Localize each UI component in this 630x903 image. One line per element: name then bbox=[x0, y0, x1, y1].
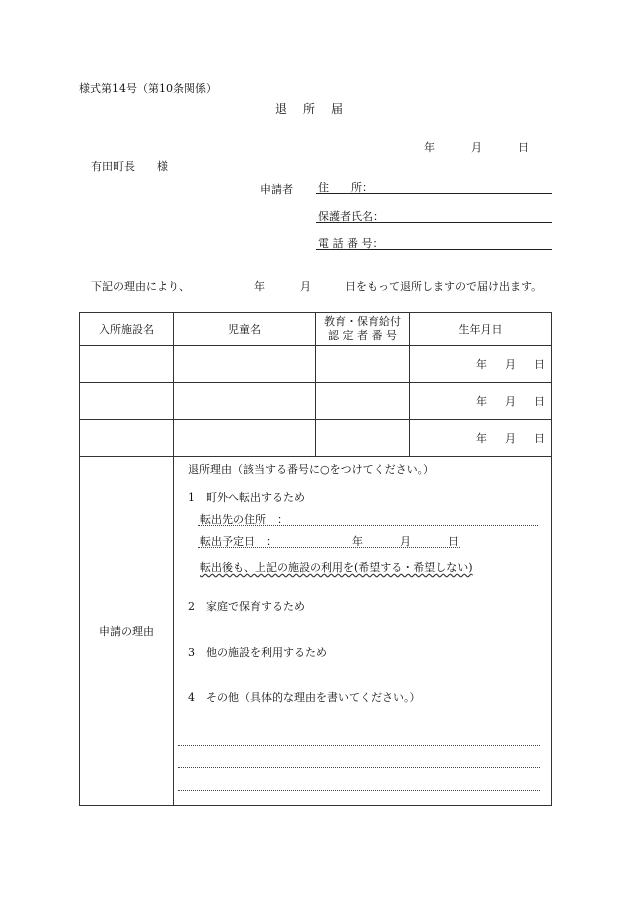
birth-year: 年 bbox=[476, 432, 487, 445]
reason-label: 申請の理由 bbox=[80, 457, 174, 806]
header-facility: 入所施設名 bbox=[80, 313, 174, 346]
other-reason-line-1[interactable] bbox=[178, 745, 540, 746]
option-2[interactable]: 2 家庭で保育するため bbox=[188, 600, 305, 613]
child-name-cell[interactable] bbox=[174, 420, 316, 457]
cert-number-cell[interactable] bbox=[316, 346, 410, 383]
birthdate-cell[interactable] bbox=[410, 420, 552, 457]
cert-number-cell[interactable] bbox=[316, 383, 410, 420]
phone-field[interactable] bbox=[316, 249, 552, 250]
header-child-name: 児童名 bbox=[174, 313, 316, 346]
facility-cell[interactable] bbox=[80, 346, 174, 383]
address-label: 住 所： bbox=[318, 181, 373, 194]
facility-cell[interactable] bbox=[80, 383, 174, 420]
birth-month: 月 bbox=[505, 358, 516, 371]
statement-prefix: 下記の理由により、 bbox=[91, 280, 190, 293]
other-reason-line-3[interactable] bbox=[178, 790, 540, 791]
table-row bbox=[80, 383, 552, 420]
addressee: 有田町長 様 bbox=[91, 160, 168, 173]
birth-month: 月 bbox=[505, 395, 516, 408]
continue-use-choice[interactable]: (希望する・希望しない) bbox=[354, 561, 473, 574]
table-row bbox=[80, 346, 552, 383]
birth-year: 年 bbox=[476, 358, 487, 371]
move-date-field[interactable] bbox=[198, 547, 460, 548]
header-cert-number bbox=[316, 313, 410, 346]
option-3[interactable]: 3 他の施設を利用するため bbox=[188, 646, 327, 659]
date-year: 年 bbox=[424, 141, 435, 154]
other-reason-line-2[interactable] bbox=[178, 767, 540, 768]
facility-cell[interactable] bbox=[80, 420, 174, 457]
birth-day: 日 bbox=[534, 432, 545, 445]
header-birthdate: 生年月日 bbox=[410, 313, 552, 346]
child-name-cell[interactable] bbox=[174, 346, 316, 383]
cert-number-cell[interactable] bbox=[316, 420, 410, 457]
phone-label: 電 話 番 号： bbox=[318, 237, 384, 250]
page-title: 退 所 届 bbox=[275, 102, 346, 116]
birth-month: 月 bbox=[505, 432, 516, 445]
move-month: 月 bbox=[400, 535, 411, 548]
reason-cell bbox=[174, 457, 552, 806]
birthdate-cell[interactable] bbox=[410, 383, 552, 420]
date-day: 日 bbox=[518, 141, 529, 154]
applicant-label: 申請者 bbox=[260, 183, 293, 196]
continue-use-text: 転出後も、上記の施設の利用を bbox=[200, 561, 354, 574]
table-header-row bbox=[80, 313, 552, 346]
withdrawal-table bbox=[79, 312, 552, 806]
reason-intro: 退所理由（該当する番号に○をつけてください。） bbox=[188, 463, 435, 476]
birth-day: 日 bbox=[534, 358, 545, 371]
form-reference: 様式第14号（第10条関係） bbox=[79, 82, 217, 95]
header-cert-line2: 認 定 者 番 号 bbox=[328, 329, 397, 342]
birth-day: 日 bbox=[534, 395, 545, 408]
destination-address-field[interactable] bbox=[198, 525, 538, 526]
option-1[interactable]: 1 町外へ転出するため bbox=[188, 491, 305, 504]
continue-use-line bbox=[200, 559, 473, 575]
birthdate-cell[interactable] bbox=[410, 346, 552, 383]
header-cert-line1: 教育・保育給付 bbox=[324, 315, 401, 328]
move-year: 年 bbox=[352, 535, 363, 548]
move-date-label: 転出予定日 ： bbox=[200, 535, 277, 548]
statement-month: 月 bbox=[300, 280, 311, 293]
guardian-name-label: 保護者氏名： bbox=[318, 210, 384, 223]
birth-year: 年 bbox=[476, 395, 487, 408]
reason-row bbox=[80, 457, 552, 806]
statement-year: 年 bbox=[254, 280, 265, 293]
table-row bbox=[80, 420, 552, 457]
destination-address-label: 転出先の住所 ： bbox=[200, 513, 288, 526]
date-month: 月 bbox=[471, 141, 482, 154]
option-4[interactable]: 4 その他（具体的な理由を書いてください。） bbox=[188, 691, 421, 704]
address-field[interactable] bbox=[316, 193, 552, 194]
move-day: 日 bbox=[448, 535, 459, 548]
child-name-cell[interactable] bbox=[174, 383, 316, 420]
statement-suffix: 日をもって退所しますので届け出ます。 bbox=[345, 280, 543, 293]
guardian-name-field[interactable] bbox=[316, 222, 552, 223]
